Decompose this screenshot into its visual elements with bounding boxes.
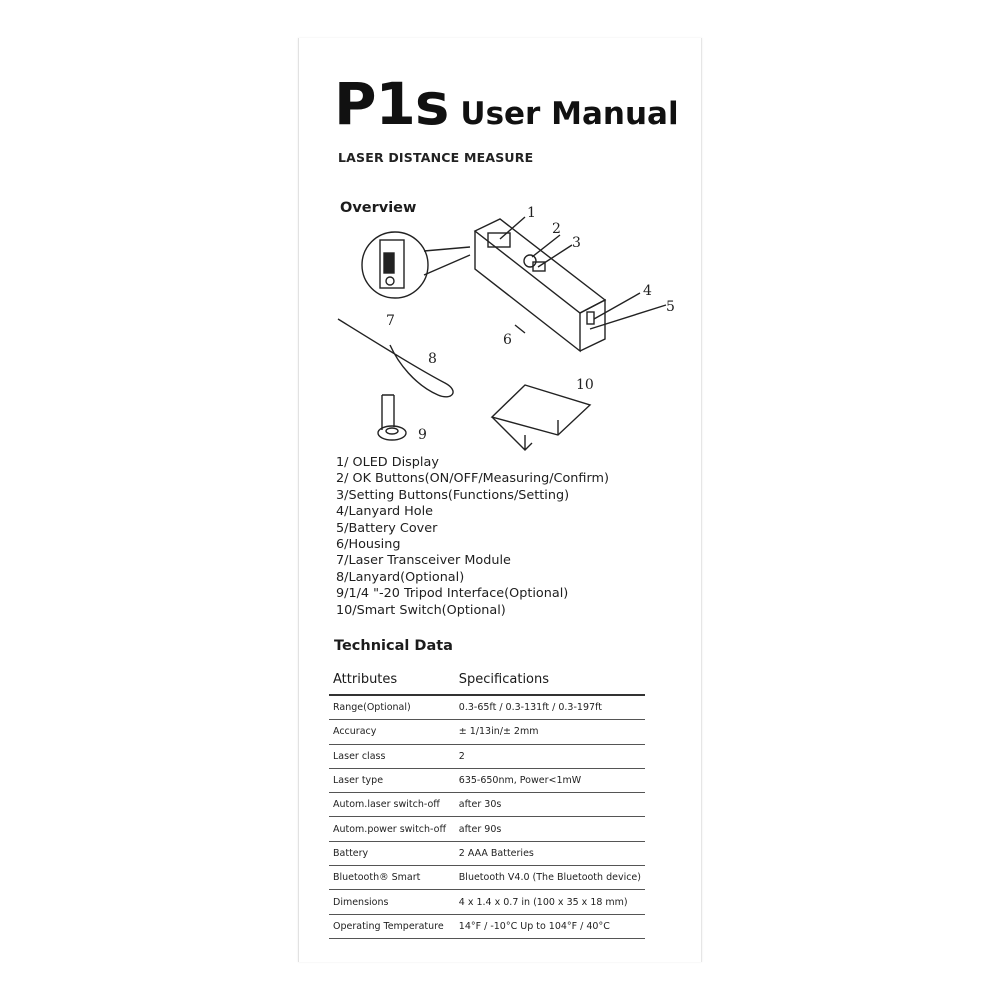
attribute-cell: Battery: [329, 841, 451, 865]
callout-10: 10: [576, 377, 594, 393]
list-item: 10/Smart Switch(Optional): [336, 602, 506, 618]
module-inset: [362, 232, 470, 298]
model-name: P1s: [334, 70, 449, 138]
table-row: [329, 744, 645, 768]
list-item: 7/Laser Transceiver Module: [336, 553, 511, 569]
list-item: 1/ OLED Display: [336, 455, 439, 470]
list-item: 3/Setting Buttons(Functions/Setting): [336, 487, 570, 503]
callout-7: 7: [386, 313, 395, 329]
table-row: [329, 793, 645, 817]
table-row: [329, 841, 645, 865]
attribute-cell: Autom.power switch-off: [329, 817, 451, 841]
table-row: [329, 866, 645, 890]
callout-6: 6: [503, 332, 512, 348]
technical-data-table: [329, 666, 645, 939]
product-subtitle: LASER DISTANCE MEASURE: [338, 150, 534, 165]
specification-cell: after 30s: [451, 793, 645, 817]
overview-heading: Overview: [340, 200, 417, 216]
callout-2: 2: [552, 221, 561, 237]
attribute-cell: Autom.laser switch-off: [329, 793, 451, 817]
attribute-cell: Range(Optional): [329, 695, 451, 720]
table-row: [329, 817, 645, 841]
callout-4: 4: [643, 283, 652, 299]
column-header-specifications: Specifications: [451, 666, 645, 695]
page-title: [334, 70, 679, 138]
list-item: 8/Lanyard(Optional): [336, 569, 465, 585]
list-item: 2/ OK Buttons(ON/OFF/Measuring/Confirm): [336, 471, 609, 487]
attribute-cell: Accuracy: [329, 720, 451, 744]
list-item: 4/Lanyard Hole: [336, 504, 434, 520]
overview-diagram: [320, 195, 690, 455]
specification-cell: 4 x 1.4 x 0.7 in (100 x 35 x 18 mm): [451, 890, 645, 914]
attribute-cell: Laser type: [329, 768, 451, 792]
attribute-cell: Laser class: [329, 744, 451, 768]
parts-list: [336, 455, 609, 619]
callout-3: 3: [572, 235, 581, 251]
specification-cell: 635-650nm, Power<1mW: [451, 768, 645, 792]
specification-cell: after 90s: [451, 817, 645, 841]
list-item: 6/Housing: [336, 537, 401, 553]
table-row: [329, 768, 645, 792]
smart-switch-illustration: [492, 385, 590, 450]
list-item: 9/1/4 "-20 Tripod Interface(Optional): [336, 586, 569, 602]
specification-cell: 2 AAA Batteries: [451, 841, 645, 865]
title-text: User Manual: [460, 96, 679, 132]
table-row: [329, 695, 645, 720]
specification-cell: 0.3-65ft / 0.3-131ft / 0.3-197ft: [451, 695, 645, 720]
table-header-row: [329, 666, 645, 695]
attribute-cell: Dimensions: [329, 890, 451, 914]
attribute-cell: Operating Temperature: [329, 914, 451, 938]
specification-cell: Bluetooth V4.0 (The Bluetooth device): [451, 866, 645, 890]
callout-1: 1: [527, 205, 536, 221]
technical-data-heading: Technical Data: [334, 638, 453, 654]
attribute-cell: Bluetooth® Smart: [329, 866, 451, 890]
device-illustration: [475, 219, 605, 351]
tripod-interface-illustration: [378, 395, 406, 440]
callout-8: 8: [428, 351, 437, 367]
table-row: [329, 720, 645, 744]
table-row: [329, 914, 645, 938]
column-header-attributes: Attributes: [329, 666, 451, 695]
table-row: [329, 890, 645, 914]
list-item: 5/Battery Cover: [336, 520, 438, 536]
specification-cell: ± 1/13in/± 2mm: [451, 720, 645, 744]
callout-5: 5: [666, 299, 675, 315]
specification-cell: 2: [451, 744, 645, 768]
specification-cell: 14°F / -10°C Up to 104°F / 40°C: [451, 914, 645, 938]
callout-9: 9: [418, 427, 427, 443]
